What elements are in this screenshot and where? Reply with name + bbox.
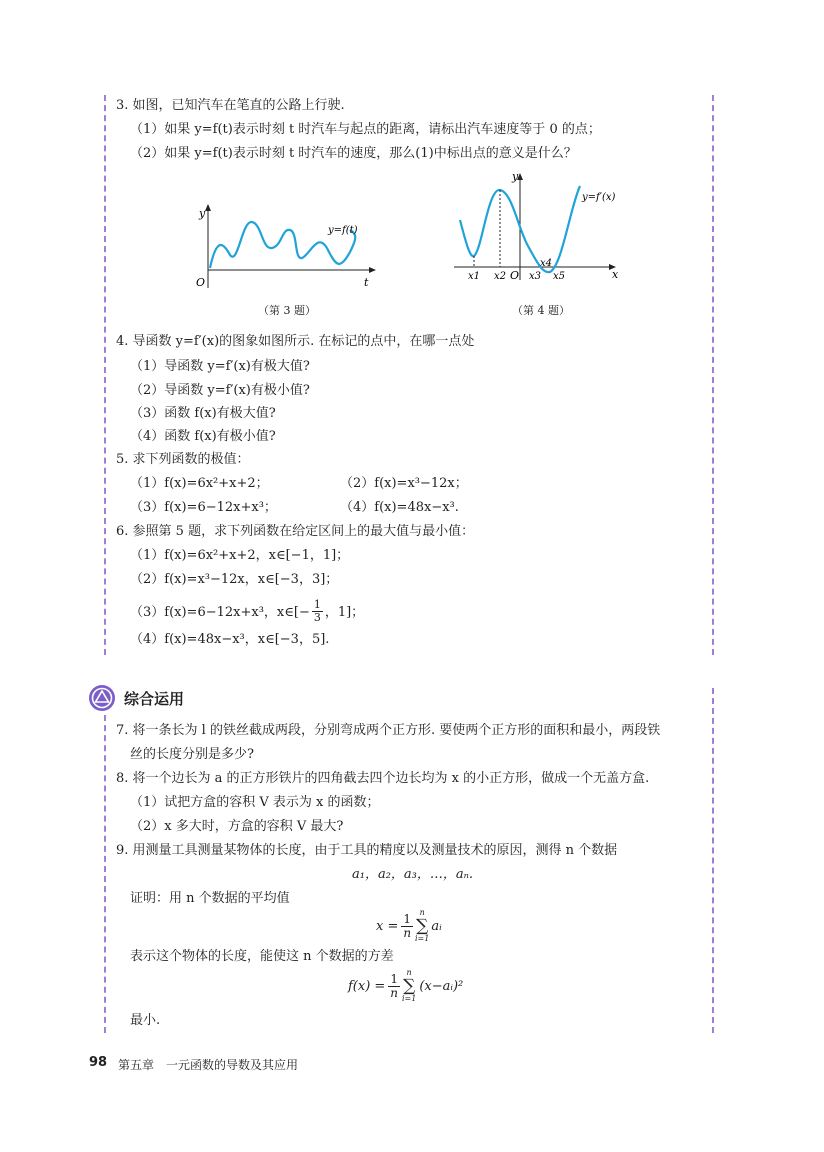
figure-3-graph	[190, 200, 385, 300]
section-icon	[88, 684, 116, 712]
problem-8-item-2: （2）x 多大时，方盒的容积 V 最大?	[130, 819, 344, 834]
section-title: 综合运用	[124, 690, 185, 708]
problem-3-item-2: （2）如果 y=f(t)表示时刻 t 时汽车的速度，那么(1)中标出点的意义是什么？	[130, 146, 577, 161]
problem-4-item-2: （2）导函数 y=f′(x)有极小值?	[130, 383, 310, 398]
fig4-x-label: x	[612, 268, 619, 281]
fraction-one-third	[312, 599, 323, 624]
sigma-symbol: ∑	[403, 976, 416, 996]
variance-formula	[348, 968, 463, 1004]
problem-9-variance-intro: 表示这个物体的长度，能使这 n 个数据的方差	[130, 949, 394, 964]
mean-sum-lower: i=1	[415, 934, 430, 943]
fraction-denominator: 3	[313, 611, 321, 624]
problem-5-item-3: （3）f(x)=6−12x+x³；	[130, 500, 277, 515]
problem-6-item-3	[130, 600, 364, 625]
variance-fraction	[388, 973, 400, 1000]
sigma-symbol: ∑	[416, 916, 429, 936]
mean-fraction	[401, 913, 413, 940]
problem-5-item-2: （2）f(x)=x³−12x；	[340, 476, 468, 491]
problem-7-line-1: 7. 将一条长为 l 的铁丝截成两段，分别弯成两个正方形. 要使两个正方形的面积和最小，两段铁	[116, 723, 661, 738]
problem-4-title: 4. 导函数 y=f′(x)的图象如图所示. 在标记的点中，在哪一点处	[116, 334, 475, 349]
fig4-point-x5: x5	[553, 271, 566, 282]
problem-3-title: 3. 如图，已知汽车在笔直的公路上行驶.	[116, 98, 345, 113]
fig4-func-label: y=f′(x)	[582, 192, 616, 203]
mean-term: aᵢ	[431, 918, 442, 934]
fraction-numerator: 1	[313, 598, 321, 611]
problem-4-item-4: （4）函数 f(x)有极小值?	[130, 429, 276, 444]
mean-sum	[415, 908, 429, 944]
problem-7-line-2: 丝的长度分别是多少?	[130, 747, 254, 762]
fig4-point-x1: x1	[468, 271, 481, 282]
variance-sum	[402, 968, 416, 1004]
fig4-point-x3: x3	[529, 271, 542, 282]
problem-3-item-1: （1）如果 y=f(t)表示时刻 t 时汽车与起点的距离，请标出汽车速度等于 0 的点；	[130, 122, 601, 137]
problem-6-item-3-pre: （3）f(x)=6−12x+x³，x∈[−	[130, 604, 310, 620]
mean-lhs: x =	[376, 918, 399, 934]
fig3-y-label: y	[199, 207, 206, 220]
page-number: 98	[89, 1055, 108, 1070]
problem-9-title: 9. 用测量工具测量某物体的长度，由于工具的精度以及测量技术的原因，测得 n 个数据	[116, 843, 618, 858]
frame-right-top	[712, 95, 714, 655]
problem-9-data-line: a₁，a₂，a₃，…，aₙ.	[352, 867, 474, 882]
problem-5-item-1: （1）f(x)=6x²+x+2；	[130, 476, 269, 491]
variance-sum-lower: i=1	[401, 994, 417, 1003]
problem-6-item-1: （1）f(x)=6x²+x+2，x∈[−1，1]；	[130, 548, 350, 563]
problem-6-item-2: （2）f(x)=x³−12x，x∈[−3，3]；	[130, 572, 339, 587]
variance-fraction-denominator: n	[390, 985, 398, 1000]
variance-lhs: f(x) =	[348, 978, 386, 994]
problem-8-item-1: （1）试把方盒的容积 V 表示为 x 的函数；	[130, 795, 380, 810]
variance-sum-upper: n	[406, 968, 412, 977]
frame-left-bottom	[104, 715, 106, 1033]
problem-8-title: 8. 将一个边长为 a 的正方形铁片的四角截去四个边长均为 x 的小正方形，做成一个无盖方盒.	[116, 771, 650, 786]
variance-fraction-numerator: 1	[390, 971, 398, 986]
problem-6-title: 6. 参照第 5 题，求下列函数在给定区间上的最大值与最小值：	[116, 524, 475, 539]
problem-6-item-4: （4）f(x)=48x−x³，x∈[−3，5].	[130, 632, 330, 647]
fig3-origin-label: O	[196, 276, 206, 289]
problem-5-item-4: （4）f(x)=48x−x³.	[340, 500, 459, 515]
figure-4-graph	[452, 168, 627, 286]
problem-4-item-3: （3）函数 f(x)有极大值?	[130, 406, 276, 421]
variance-term: (x−aᵢ)²	[419, 978, 464, 994]
mean-sum-upper: n	[419, 908, 425, 917]
fig4-point-x4: x4	[540, 258, 553, 269]
problem-4-item-1: （1）导函数 y=f′(x)有极大值?	[130, 359, 310, 374]
frame-right-bottom	[712, 688, 714, 1033]
fig4-point-x2: x2	[494, 271, 507, 282]
problem-9-proof-intro: 证明：用 n 个数据的平均值	[130, 891, 290, 906]
mean-fraction-numerator: 1	[403, 911, 411, 926]
figure-4-caption: （第 4 题）	[512, 304, 570, 317]
fig3-func-label: y=f(t)	[328, 225, 358, 236]
fig4-origin-label: O	[510, 269, 520, 282]
mean-formula	[376, 908, 442, 944]
problem-5-title: 5. 求下列函数的极值：	[116, 452, 250, 467]
problem-6-item-3-post: ，1]；	[324, 604, 365, 620]
figure-3-caption: （第 3 题）	[258, 304, 316, 317]
frame-left-top	[104, 95, 106, 655]
fig4-y-label: y	[512, 170, 519, 183]
fig3-t-label: t	[364, 276, 369, 289]
chapter-title: 第五章 一元函数的导数及其应用	[118, 1058, 299, 1072]
mean-fraction-denominator: n	[403, 925, 412, 940]
problem-9-conclusion: 最小.	[130, 1013, 161, 1028]
